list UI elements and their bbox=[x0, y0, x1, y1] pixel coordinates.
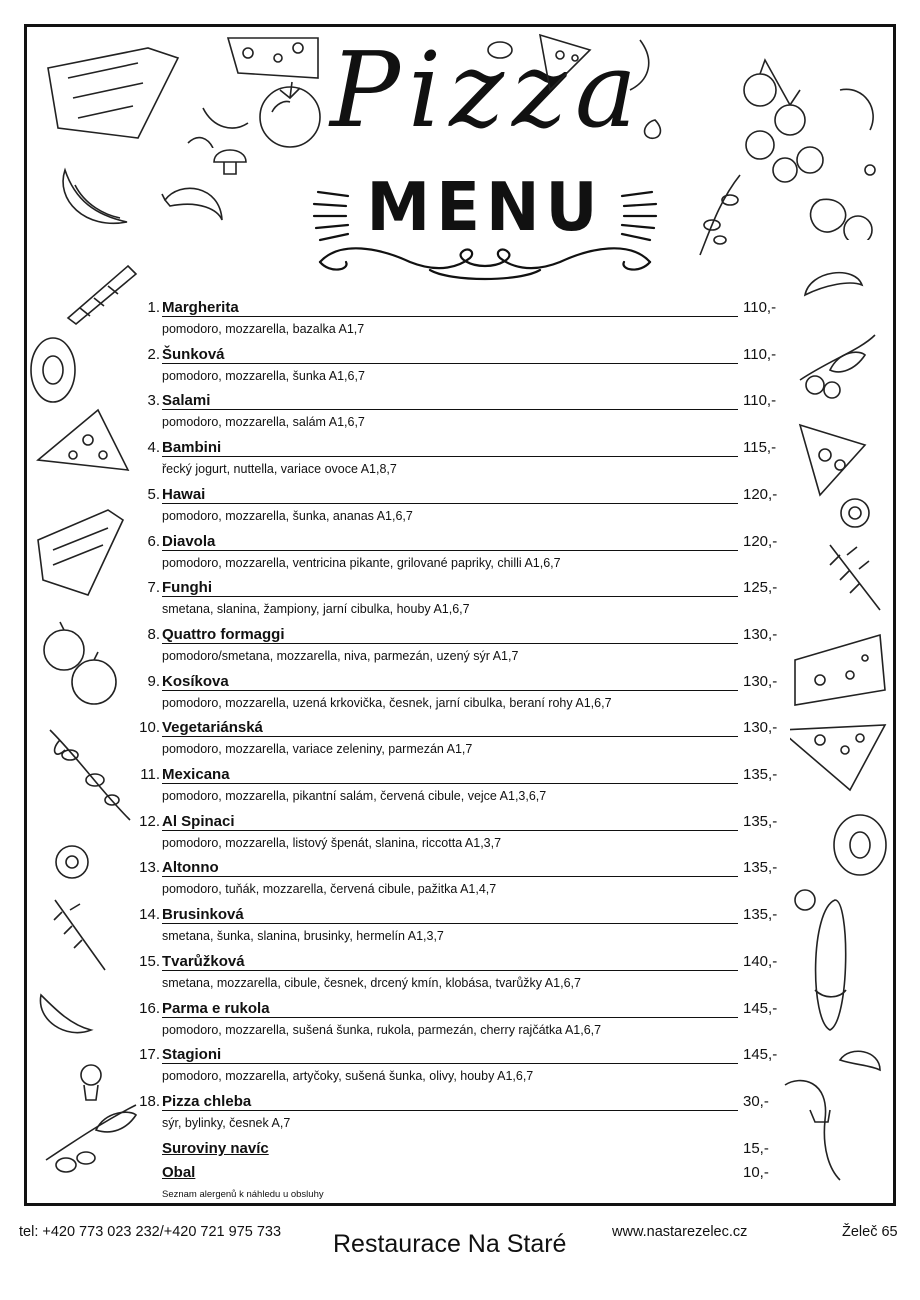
menu-item-description: pomodoro, mozzarella, bazalka A1,7 bbox=[162, 322, 365, 336]
chili-pepper-illustration bbox=[160, 180, 230, 240]
olive-branch-and-slice-right-illustration bbox=[790, 330, 880, 500]
menu-item-name: Altonno bbox=[162, 859, 219, 877]
menu-item-name: Šunková bbox=[162, 345, 225, 363]
menu-item-price: 135,- bbox=[743, 766, 778, 783]
menu-item-underline bbox=[162, 456, 738, 457]
allergen-note: Seznam alergenů k náhledu u obsluhy bbox=[162, 1189, 324, 1200]
menu-item bbox=[124, 1000, 784, 1046]
menu-item-underline bbox=[162, 923, 738, 924]
menu-item-name: Salami bbox=[162, 392, 211, 410]
menu-item-number: 17. bbox=[139, 1046, 160, 1064]
menu-item bbox=[124, 1046, 784, 1092]
menu-item-name: Stagioni bbox=[162, 1046, 222, 1064]
menu-item-name: Margherita bbox=[162, 299, 239, 316]
menu-item bbox=[124, 673, 784, 719]
menu-item-number: 4. bbox=[147, 439, 160, 457]
menu-item-underline bbox=[162, 1110, 738, 1111]
menu-item bbox=[124, 859, 784, 905]
chili-and-garlic-right-illustration bbox=[780, 1040, 890, 1190]
menu-item-number: 2. bbox=[147, 345, 160, 363]
menu-item-description: pomodoro, mozzarella, ventricina pikante, grilované papriky, chilli A1,6,7 bbox=[162, 555, 561, 570]
menu-item-price: 110,- bbox=[743, 392, 777, 410]
menu-item-underline bbox=[162, 596, 738, 597]
menu-item-description: pomodoro/smetana, mozzarella, niva, parmezán, uzený sýr A1,7 bbox=[162, 648, 519, 663]
garlic-clove-illustration bbox=[800, 265, 870, 305]
menu-item-number: 9. bbox=[147, 672, 160, 690]
menu-item-price: 130,- bbox=[743, 719, 778, 737]
menu-item-number: 6. bbox=[147, 532, 160, 550]
menu-item-price: 30,- bbox=[743, 1092, 769, 1110]
menu-item-description: pomodoro, mozzarella, variace zeleniny, parmezán A1,7 bbox=[162, 742, 473, 757]
tomatoes-pair-illustration bbox=[36, 620, 126, 710]
menu-item-underline bbox=[162, 736, 738, 737]
menu-item-number: 14. bbox=[139, 906, 160, 924]
menu-item-price: 135,- bbox=[743, 906, 778, 924]
menu-item bbox=[124, 392, 784, 438]
menu-item-underline bbox=[162, 503, 738, 504]
menu-item-underline bbox=[162, 690, 738, 691]
menu-item-name: Parma e rukola bbox=[162, 999, 270, 1017]
menu-item-underline bbox=[162, 409, 738, 410]
menu-item-price: 120,- bbox=[743, 532, 778, 550]
menu-item-number: 18. bbox=[139, 1092, 160, 1110]
menu-item-underline bbox=[162, 1017, 738, 1018]
sausage-illustration bbox=[790, 880, 870, 1040]
menu-item-underline bbox=[162, 783, 738, 784]
menu-item-price: 110,- bbox=[743, 299, 777, 316]
menu-item bbox=[124, 299, 784, 345]
menu-item-underline bbox=[162, 643, 738, 644]
menu-item bbox=[124, 626, 784, 672]
menu-item-name: Quattro formaggi bbox=[162, 625, 285, 643]
menu-item-price: 145,- bbox=[743, 1046, 778, 1064]
menu-item bbox=[124, 813, 784, 859]
mushroom-illustration bbox=[210, 140, 250, 180]
menu-item-price: 130,- bbox=[743, 672, 778, 690]
menu-item bbox=[124, 533, 784, 579]
menu-item-price: 130,- bbox=[743, 625, 778, 643]
menu-item-name: Hawai bbox=[162, 485, 206, 503]
olive-and-slice-illustration bbox=[480, 30, 670, 140]
menu-item-price: 135,- bbox=[743, 859, 778, 877]
menu-item-description: sýr, bylinky, česnek A,7 bbox=[162, 1115, 291, 1130]
pizza-slice-sketch-illustration bbox=[28, 500, 128, 600]
menu-item-number: 10. bbox=[139, 719, 160, 737]
menu-item bbox=[124, 579, 784, 625]
menu-item bbox=[124, 906, 784, 952]
menu-item-underline bbox=[162, 876, 738, 877]
olive-branch-illustration bbox=[690, 170, 750, 260]
menu-extra-price: 15,- bbox=[743, 1140, 769, 1157]
menu-item-underline bbox=[162, 970, 738, 971]
menu-item-name: Mexicana bbox=[162, 766, 230, 783]
menu-item-description: řecký jogurt, nuttella, variace ovoce A1,8,7 bbox=[162, 462, 397, 477]
mushroom-and-rosemary-illustration bbox=[825, 495, 885, 615]
menu-item-description: pomodoro, mozzarella, šunka A1,6,7 bbox=[162, 368, 365, 383]
menu-item-name: Diavola bbox=[162, 532, 216, 550]
menu-item-price: 115,- bbox=[743, 439, 777, 457]
menu-item-number: 12. bbox=[139, 812, 160, 830]
menu-item-price: 125,- bbox=[743, 579, 778, 597]
menu-item-description: pomodoro, mozzarella, uzená krkovička, česnek, jarní cibulka, beraní rohy A1,6,7 bbox=[162, 695, 612, 710]
menu-item-description: smetana, slanina, žampiony, jarní cibulka, houby A1,6,7 bbox=[162, 602, 470, 617]
cherry-tomatoes-illustration bbox=[730, 50, 890, 240]
menu-item-number: 7. bbox=[147, 579, 160, 597]
footer-website: www.nastarezelec.cz bbox=[612, 1224, 748, 1240]
menu-item bbox=[124, 346, 784, 392]
menu-item-name: Vegetariánská bbox=[162, 719, 263, 737]
menu-item-name: Funghi bbox=[162, 579, 212, 597]
menu-title-script: Pizza bbox=[330, 29, 645, 151]
menu-item-underline bbox=[162, 830, 738, 831]
menu-extra-item bbox=[124, 1164, 784, 1186]
menu-item-number: 8. bbox=[147, 625, 160, 643]
garlic-illustration bbox=[55, 160, 135, 230]
menu-item-description: pomodoro, mozzarella, listový špenát, slanina, riccotta A1,3,7 bbox=[162, 835, 502, 850]
menu-item-description: pomodoro, mozzarella, artyčoky, sušená šunka, olivy, houby A1,6,7 bbox=[162, 1069, 534, 1084]
menu-item-number: 13. bbox=[139, 859, 160, 877]
menu-item-underline bbox=[162, 363, 738, 364]
olive-and-pizza-slice-left-illustration bbox=[28, 330, 138, 480]
footer-address: Želeč 65 bbox=[842, 1224, 898, 1240]
menu-item-price: 120,- bbox=[743, 485, 778, 503]
menu-item-number: 16. bbox=[139, 999, 160, 1017]
menu-item-number: 3. bbox=[147, 392, 160, 410]
menu-title-block: MENU bbox=[366, 169, 604, 247]
menu-item-name: Tvarůžková bbox=[162, 952, 245, 970]
menu-item-name: Brusinková bbox=[162, 906, 244, 924]
menu-extra-name: Obal bbox=[162, 1164, 196, 1181]
menu-item-number: 5. bbox=[147, 485, 160, 503]
menu-item-underline bbox=[162, 1063, 738, 1064]
menu-item-description: pomodoro, mozzarella, šunka, ananas A1,6,7 bbox=[162, 508, 413, 523]
menu-item-price: 135,- bbox=[743, 812, 778, 830]
menu-item bbox=[124, 719, 784, 765]
menu-item-underline bbox=[162, 316, 738, 317]
menu-extra-price: 10,- bbox=[743, 1164, 769, 1181]
footer-restaurant-name: Restaurace Na Staré bbox=[333, 1230, 567, 1258]
menu-extra-item bbox=[124, 1140, 784, 1162]
olive-right-illustration bbox=[830, 810, 890, 880]
mushroom-and-herb-left-illustration bbox=[50, 840, 110, 980]
menu-item-price: 145,- bbox=[743, 999, 778, 1017]
menu-item bbox=[124, 766, 784, 812]
menu-item-description: pomodoro, tuňák, mozzarella, červená cibule, pažitka A1,4,7 bbox=[162, 882, 497, 897]
menu-item-name: Kosíkova bbox=[162, 672, 229, 690]
menu-item bbox=[124, 486, 784, 532]
menu-item-description: smetana, šunka, slanina, brusinky, hermelín A1,3,7 bbox=[162, 929, 444, 944]
menu-item-name: Al Spinaci bbox=[162, 812, 235, 830]
menu-item bbox=[124, 953, 784, 999]
menu-item-number: 1. bbox=[147, 299, 160, 316]
menu-item-underline bbox=[162, 550, 738, 551]
menu-item-number: 11. bbox=[140, 766, 160, 783]
menu-item-number: 15. bbox=[139, 952, 160, 970]
menu-item-name: Pizza chleba bbox=[162, 1092, 252, 1110]
menu-item-description: smetana, mozzarella, cibule, česnek, drcený kmín, klobása, tvarůžky A1,6,7 bbox=[162, 975, 581, 990]
cheese-and-slice-illustration bbox=[790, 630, 890, 810]
menu-item bbox=[124, 1093, 784, 1139]
tomato-illustration bbox=[250, 72, 330, 152]
footer-phone: tel: +420 773 023 232/+420 721 975 733 bbox=[19, 1224, 282, 1240]
menu-item-description: pomodoro, mozzarella, sušená šunka, rukola, parmezán, cherry rajčátka A1,6,7 bbox=[162, 1022, 602, 1037]
menu-item-price: 110,- bbox=[743, 345, 777, 363]
menu-item-description: pomodoro, mozzarella, pikantní salám, červená cibule, vejce A1,3,6,7 bbox=[162, 789, 547, 803]
menu-item-price: 140,- bbox=[743, 952, 778, 970]
menu-item-name: Bambini bbox=[162, 439, 222, 457]
menu-extra-name: Suroviny navíc bbox=[162, 1140, 269, 1157]
menu-item bbox=[124, 439, 784, 485]
menu-item-description: pomodoro, mozzarella, salám A1,6,7 bbox=[162, 415, 365, 430]
